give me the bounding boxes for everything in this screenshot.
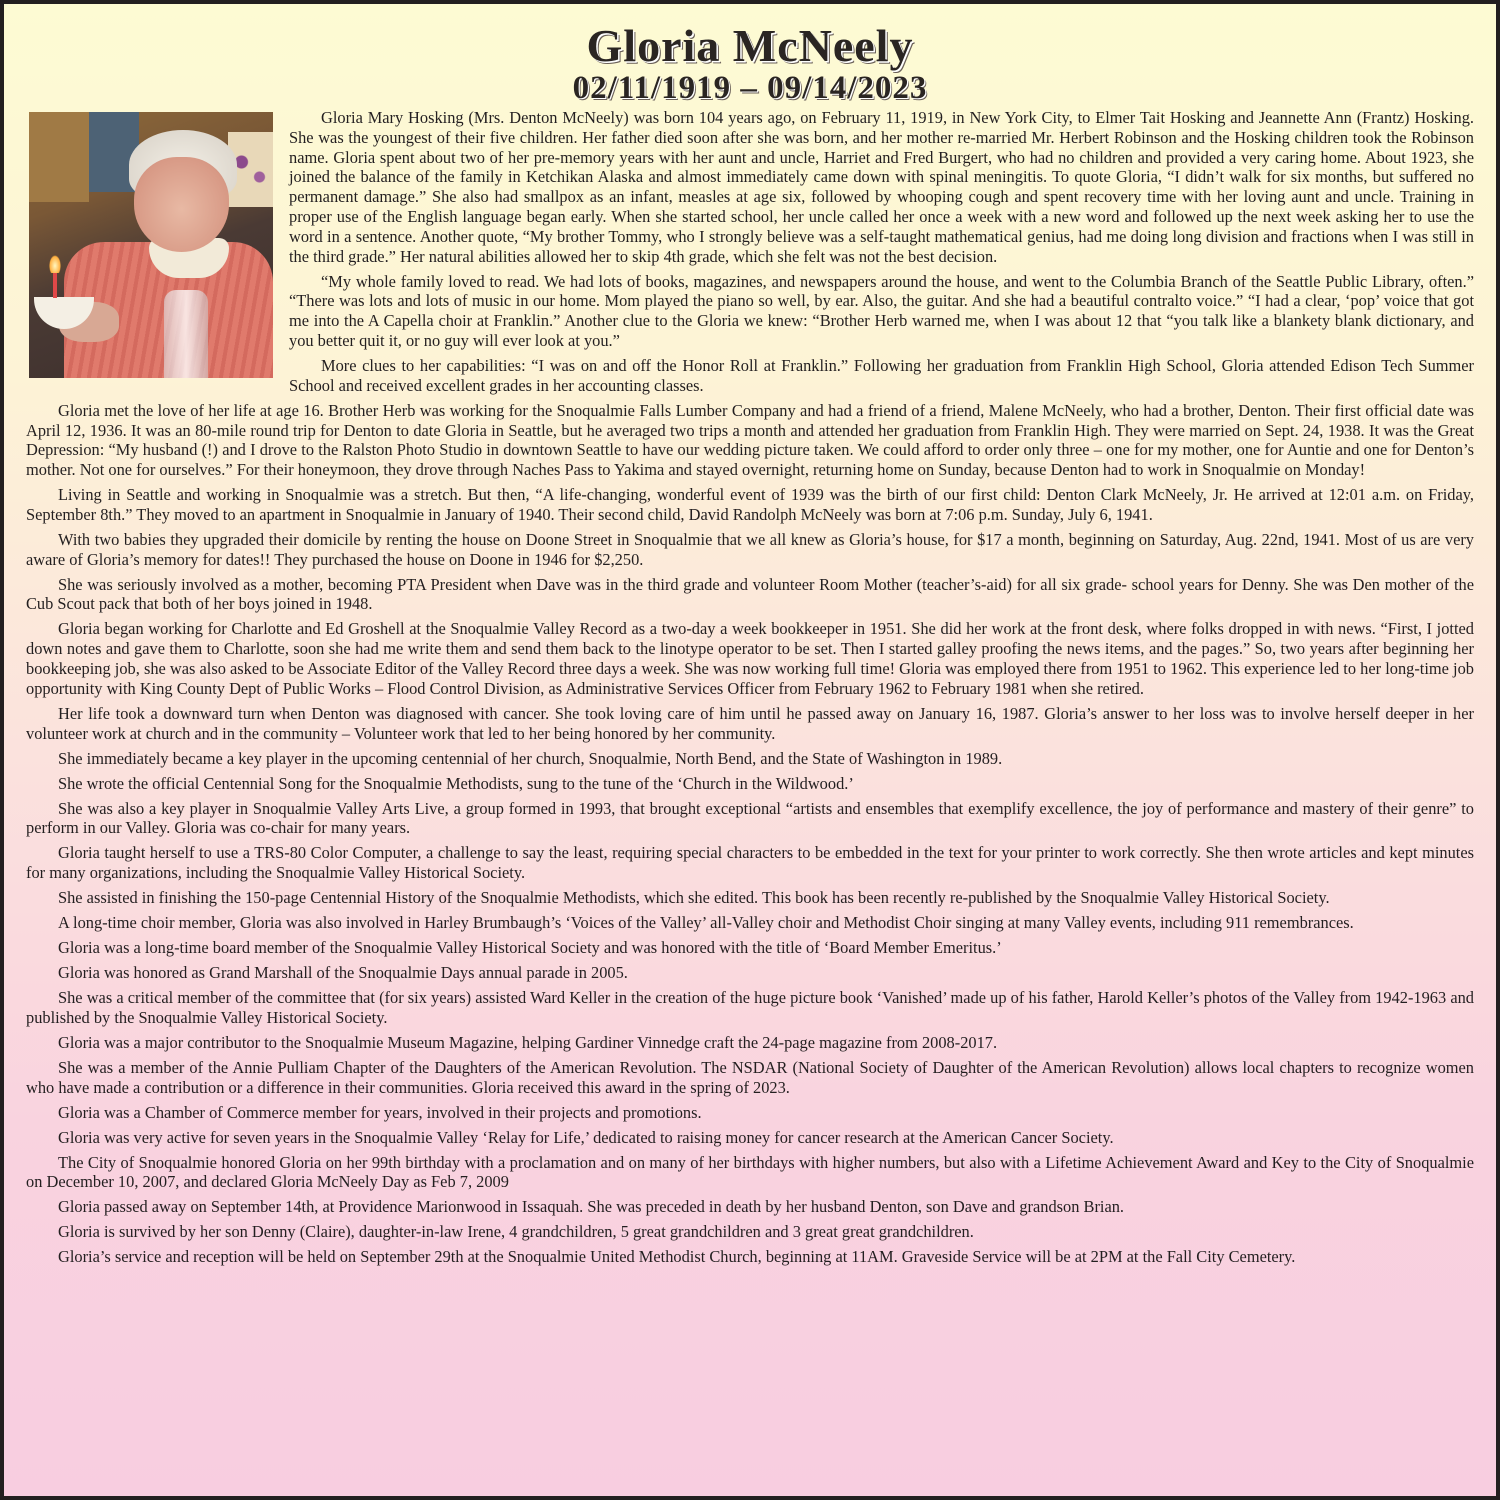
paragraph-arts-live: She was also a key player in Snoqualmie Valley Arts Live, a group formed in 1993, that brought exceptional “artists and ensembles that exemplify excellence, the joy of performance and mastery of their genre” to perform in our Valley. Gloria was co-chair for many years.	[26, 798, 1474, 838]
paragraph-survivors: Gloria is survived by her son Denny (Claire), daughter-in-law Irene, 4 grandchildren, 5 great grandchildren and 3 great great grandchildren.	[58, 1222, 974, 1242]
paragraph-marriage: Gloria met the love of her life at age 16. Brother Herb was working for the Snoqualmie Falls Lumber Company and had a friend of a friend, Malene McNeely, who had a brother, Denton. Their first official date was April 12, 1936. It was an 80-mile round trip for Denton to date Gloria in Seattle, but he averaged two trips a month and attended her graduation from Franklin High. They were married on Sept. 24, 1938. It was the Great Depression: “My husband (!) and I drove to the Ralston Photo Studio in downtown Seattle to have our wedding picture taken. We could afford to order only three – one for my mother, one for Auntie and one for Denton’s mother. Not one for ourselves.” For their honeymoon, they drove through Naches Pass to Yakima and stayed overnight, returning home on Sunday, because Denton had to work in Snoqualmie on Monday!	[26, 400, 1474, 480]
paragraph-service: Gloria’s service and reception will be held on September 29th at the Snoqualmie United Methodist Church, beginning at 11AM. Graveside Service will be at 2PM at the Fall City Cemetery.	[58, 1247, 1296, 1267]
paragraph-relay: Gloria was very active for seven years in the Snoqualmie Valley ‘Relay for Life,’ dedicated to raising money for cancer research at the American Cancer Society.	[58, 1127, 1114, 1147]
paragraph-family-reading: “My whole family loved to read. We had lots of books, magazines, and newspapers around the house, and went to the Columbia Branch of the Seattle Public Library, often.” “There was lots and lots of music in our home. Mom played the piano so well, by ear. Also, the guitar. And she had a beautiful contralto voice.” “I had a clear, ‘pop’ voice that got me into the A Capella choir at Franklin.” Another clue to the Gloria we knew: “Brother Herb warned me, when I was about 12 that “you talk like a blankety blank dictionary, and you better quit it, or no guy will ever look at you.”	[289, 271, 1474, 350]
paragraph-passing: Gloria passed away on September 14th, at Providence Marionwood in Issaquah. She was preceded in death by her husband Denton, son Dave and grandson Brian.	[58, 1197, 1125, 1217]
paragraph-song: She wrote the official Centennial Song for the Snoqualmie Methodists, sung to the tune of the ‘Church in the Wildwood.’	[58, 773, 854, 793]
portrait-photo-icon	[29, 112, 273, 378]
paragraph-chamber: Gloria was a Chamber of Commerce member for years, involved in their projects and promotions.	[58, 1102, 702, 1122]
obituary-header	[26, 22, 1474, 106]
flame-icon	[49, 255, 61, 273]
paragraph-centennial: She immediately became a key player in the upcoming centennial of her church, Snoqualmie, North Bend, and the State of Washington in 1989.	[58, 748, 1003, 768]
paragraph-choir: A long-time choir member, Gloria was also involved in Harley Brumbaugh’s ‘Voices of the Valley’ all-Valley choir and Methodist Choir singing at many Valley events, including 911 remembrances.	[58, 913, 1354, 933]
paragraph-education: More clues to her capabilities: “I was on and off the Honor Roll at Franklin.” Following her graduation from Franklin High School, Gloria attended Edison Tech Summer School and received excellent grades in her accounting classes.	[289, 355, 1474, 395]
paragraph-history-book: She assisted in finishing the 150-page Centennial History of the Snoqualmie Methodists, which she edited. This book has been recently re-published by the Snoqualmie Valley Historical Society.	[58, 888, 1330, 908]
obituary-page	[4, 4, 1496, 1496]
paragraph-grand-marshall: Gloria was honored as Grand Marshall of the Snoqualmie Days annual parade in 2005.	[58, 963, 628, 983]
paragraph-dar: She was a member of the Annie Pulliam Chapter of the Daughters of the American Revolution. The NSDAR (National Society of Daughter of the American Revolution) allows local chapters to recognize women who have made a contribution or a difference in their communities. Gloria received this award in the spring of 2023.	[26, 1057, 1474, 1097]
paragraph-children: Living in Seattle and working in Snoqualmie was a stretch. But then, “A life-changing, wonderful event of 1939 was the birth of our first child: Denton Clark McNeely, Jr. He arrived at 12:01 a.m. on Friday, September 8th.” They moved to an apartment in Snoqualmie in January of 1940. Their second child, David Randolph McNeely was born at 7:06 p.m. Sunday, July 6, 1941.	[26, 485, 1474, 524]
paragraph-computer: Gloria taught herself to use a TRS-80 Color Computer, a challenge to say the least, requiring special characters to be embedded in the text for your printer to work correctly. She then wrote articles and kept minutes for many organizations, including the Snoqualmie Valley Historical Society.	[26, 843, 1474, 883]
paragraph-house: With two babies they upgraded their domicile by renting the house on Doone Street in Snoqualmie that we all knew as Gloria’s house, for $17 a month, beginning on Saturday, Aug. 22nd, 1941. Most of us are very aware of Gloria’s memory for dates!! They purchased the house on Doone in 1946 for $2,250.	[26, 529, 1474, 569]
paragraph-city-honors: The City of Snoqualmie honored Gloria on her 99th birthday with a proclamation and on many of her birthdays with higher numbers, but also with a Lifetime Achievement Award and Key to the City of Snoqualmie on December 10, 2007, and declared Gloria McNeely Day as Feb 7, 2009	[26, 1152, 1474, 1192]
paragraph-loss: Her life took a downward turn when Denton was diagnosed with cancer. She took loving care of him until he passed away on January 16, 1987. Gloria’s answer to her loss was to involve herself deeper in her volunteer work at church and in the community – Volunteer work that led to her being honored by her community.	[26, 703, 1474, 743]
paragraph-mother: She was seriously involved as a mother, becoming PTA President when Dave was in the third grade and volunteer Room Mother (teacher’s-aid) for all six grade- school years for Denny. She was Den mother of the Cub Scout pack that both of her boys joined in 1948.	[26, 574, 1474, 614]
glass-bottle-icon	[164, 290, 208, 378]
paragraph-museum-magazine: Gloria was a major contributor to the Snoqualmie Museum Magazine, helping Gardiner Vinnedge craft the 24-page magazine from 2008-2017.	[58, 1032, 998, 1052]
life-dates: 02/11/1919 – 09/14/2023	[572, 70, 928, 106]
paragraph-career: Gloria began working for Charlotte and Ed Groshell at the Snoqualmie Valley Record as a two-day a week bookkeeper in 1951. She did her work at the front desk, where folks dropped in with news. “First, I jotted down notes and gave them to Charlotte, soon she had me write them and send them back to the linotype operator to be set. Then I started galley proofing the news items, and the pages.” So, two years after beginning her bookkeeping job, she was also asked to be Associate Editor of the Valley Record three days a week. She was now working full time! Gloria was employed there from 1951 to 1962. This experience led to her long-time job opportunity with King County Dept of Public Works – Flood Control Division, as Administrative Services Officer from February 1962 to February 1981 when she retired.	[26, 619, 1474, 698]
paragraph-birth: Gloria Mary Hosking (Mrs. Denton McNeely) was born 104 years ago, on February 11, 1919, in New York City, to Elmer Tait Hosking and Jeannette Ann (Frantz) Hosking. She was the youngest of their five children. Her father died soon after she was born, and her mother re-married Mr. Herbert Robinson and the Hosking children took the Robinson name. Gloria spent about two of her pre-memory years with her aunt and uncle, Harriet and Fred Burgert, who had no children and provided a very caring home. About 1923, she joined the balance of the family in Ketchikan Alaska and almost immediately came down with spinal meningitis. To quote Gloria, “I didn’t walk for six months, but suffered no permanent damage.” She also had smallpox as an infant, measles at age six, followed by whooping cough and spent recovery time with her loving aunt and uncle. Training in proper use of the English language began early. When she started school, her uncle called her once a week with a new word and followed up the next week asking her to use the word in a sentence. Another quote, “My brother Tommy, who I strongly believe was a self-taught mathematical genius, had me doing long division and fractions when I was still in the third grade.” Her natural abilities allowed her to skip 4th grade, which she felt was not the best decision.	[289, 108, 1474, 266]
paragraph-vanished: She was a critical member of the committee that (for six years) assisted Ward Keller in the creation of the huge picture book ‘Vanished’ made up of his father, Harold Keller’s photos of the Valley from 1942-1963 and published by the Snoqualmie Valley Historical Society.	[26, 988, 1474, 1027]
photo-wall	[29, 112, 89, 202]
deceased-name: Gloria McNeely	[586, 20, 914, 71]
paragraph-board: Gloria was a long-time board member of the Snoqualmie Valley Historical Society and was honored with the title of ‘Board Member Emeritus.’	[58, 938, 1002, 958]
photo-face	[134, 157, 229, 252]
candle-icon	[53, 272, 57, 298]
